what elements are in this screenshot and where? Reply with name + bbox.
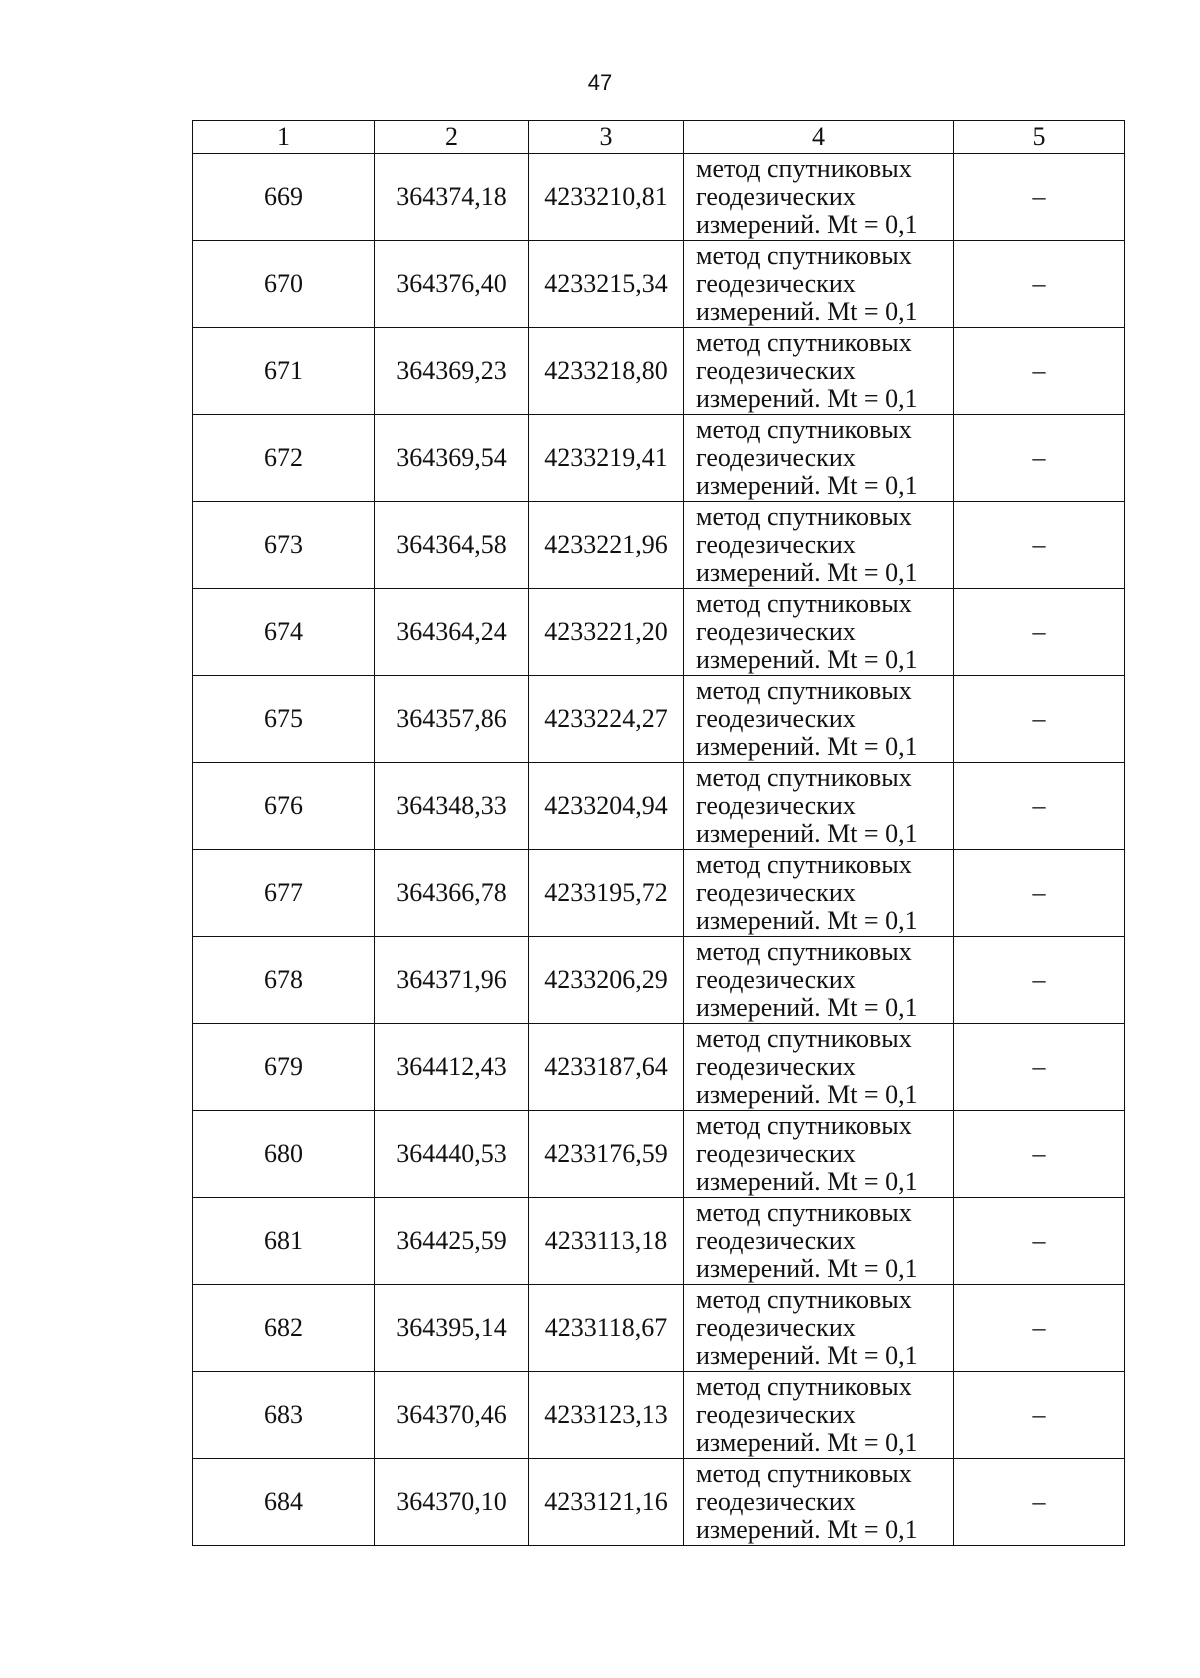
method-text-line: метод спутниковых: [696, 328, 912, 357]
method-text-line: геодезических: [696, 1226, 856, 1255]
method-text-line: измерений. Mt = 0,1: [696, 1254, 918, 1283]
table-row: [193, 763, 1125, 850]
table-row: [193, 1111, 1125, 1198]
point-number-cell: 673: [193, 502, 375, 589]
point-number-cell: 674: [193, 589, 375, 676]
y-coordinate-cell: 4233121,16: [529, 1459, 684, 1546]
method-text-line: измерений. Mt = 0,1: [696, 384, 918, 413]
method-text-line: геодезических: [696, 182, 856, 211]
note-cell: –: [954, 676, 1125, 763]
x-coordinate-cell: 364357,86: [375, 676, 529, 763]
method-text-line: геодезических: [696, 1400, 856, 1429]
point-number-cell: 675: [193, 676, 375, 763]
note-cell: –: [954, 763, 1125, 850]
y-coordinate-cell: 4233206,29: [529, 937, 684, 1024]
y-coordinate-cell: 4233113,18: [529, 1198, 684, 1285]
y-coordinate-cell: 4233210,81: [529, 154, 684, 241]
x-coordinate-cell: 364369,23: [375, 328, 529, 415]
method-cell: [684, 502, 954, 589]
point-number-cell: 669: [193, 154, 375, 241]
y-coordinate-cell: 4233176,59: [529, 1111, 684, 1198]
method-cell: [684, 589, 954, 676]
point-number-cell: 677: [193, 850, 375, 937]
method-cell: [684, 1024, 954, 1111]
method-text-line: измерений. Mt = 0,1: [696, 1341, 918, 1370]
method-text-line: геодезических: [696, 356, 856, 385]
header-col-3: 3: [529, 121, 684, 154]
table-row: [193, 502, 1125, 589]
method-text-line: геодезических: [696, 704, 856, 733]
table-row: [193, 154, 1125, 241]
point-number-cell: 671: [193, 328, 375, 415]
x-coordinate-cell: 364364,24: [375, 589, 529, 676]
method-text-line: измерений. Mt = 0,1: [696, 297, 918, 326]
method-text-line: измерений. Mt = 0,1: [696, 993, 918, 1022]
method-text-line: измерений. Mt = 0,1: [696, 732, 918, 761]
method-cell: [684, 328, 954, 415]
note-cell: –: [954, 937, 1125, 1024]
method-text-line: геодезических: [696, 791, 856, 820]
method-text-line: геодезических: [696, 1052, 856, 1081]
point-number-cell: 682: [193, 1285, 375, 1372]
method-text-line: метод спутниковых: [696, 241, 912, 270]
header-col-4: 4: [684, 121, 954, 154]
y-coordinate-cell: 4233118,67: [529, 1285, 684, 1372]
table-row: [193, 589, 1125, 676]
method-text-line: метод спутниковых: [696, 154, 912, 183]
point-number-cell: 684: [193, 1459, 375, 1546]
point-number-cell: 672: [193, 415, 375, 502]
method-text-line: измерений. Mt = 0,1: [696, 558, 918, 587]
y-coordinate-cell: 4233187,64: [529, 1024, 684, 1111]
header-col-5: 5: [954, 121, 1125, 154]
method-text-line: геодезических: [696, 1487, 856, 1516]
method-text-line: измерений. Mt = 0,1: [696, 471, 918, 500]
note-cell: –: [954, 415, 1125, 502]
x-coordinate-cell: 364371,96: [375, 937, 529, 1024]
note-cell: –: [954, 502, 1125, 589]
point-number-cell: 670: [193, 241, 375, 328]
x-coordinate-cell: 364370,10: [375, 1459, 529, 1546]
table-row: [193, 1285, 1125, 1372]
method-cell: [684, 1111, 954, 1198]
method-cell: [684, 1459, 954, 1546]
method-cell: [684, 763, 954, 850]
note-cell: –: [954, 850, 1125, 937]
method-text-line: метод спутниковых: [696, 850, 912, 879]
x-coordinate-cell: 364395,14: [375, 1285, 529, 1372]
x-coordinate-cell: 364369,54: [375, 415, 529, 502]
method-text-line: геодезических: [696, 269, 856, 298]
method-cell: [684, 1285, 954, 1372]
method-cell: [684, 154, 954, 241]
method-text-line: геодезических: [696, 965, 856, 994]
method-text-line: метод спутниковых: [696, 502, 912, 531]
table-row: [193, 1459, 1125, 1546]
method-cell: [684, 415, 954, 502]
method-text-line: метод спутниковых: [696, 415, 912, 444]
y-coordinate-cell: 4233215,34: [529, 241, 684, 328]
method-text-line: геодезических: [696, 617, 856, 646]
method-text-line: метод спутниковых: [696, 676, 912, 705]
x-coordinate-cell: 364348,33: [375, 763, 529, 850]
table-row: [193, 676, 1125, 763]
method-text-line: геодезических: [696, 443, 856, 472]
note-cell: –: [954, 1111, 1125, 1198]
method-text-line: измерений. Mt = 0,1: [696, 1080, 918, 1109]
note-cell: –: [954, 328, 1125, 415]
y-coordinate-cell: 4233221,20: [529, 589, 684, 676]
table-row: [193, 937, 1125, 1024]
method-text-line: измерений. Mt = 0,1: [696, 1167, 918, 1196]
table-body: [193, 154, 1125, 1546]
table-header: [193, 121, 1125, 154]
method-text-line: геодезических: [696, 878, 856, 907]
x-coordinate-cell: 364370,46: [375, 1372, 529, 1459]
x-coordinate-cell: 364412,43: [375, 1024, 529, 1111]
point-number-cell: 679: [193, 1024, 375, 1111]
method-text-line: геодезических: [696, 1313, 856, 1342]
page-number: 47: [587, 70, 613, 95]
note-cell: –: [954, 154, 1125, 241]
y-coordinate-cell: 4233221,96: [529, 502, 684, 589]
coordinates-table: [192, 120, 1125, 1546]
table-row: [193, 241, 1125, 328]
method-cell: [684, 850, 954, 937]
table-row: [193, 1024, 1125, 1111]
x-coordinate-cell: 364374,18: [375, 154, 529, 241]
note-cell: –: [954, 1024, 1125, 1111]
y-coordinate-cell: 4233123,13: [529, 1372, 684, 1459]
header-col-2: 2: [375, 121, 529, 154]
method-cell: [684, 1198, 954, 1285]
method-text-line: метод спутниковых: [696, 763, 912, 792]
method-cell: [684, 676, 954, 763]
point-number-cell: 678: [193, 937, 375, 1024]
y-coordinate-cell: 4233219,41: [529, 415, 684, 502]
y-coordinate-cell: 4233224,27: [529, 676, 684, 763]
method-text-line: метод спутниковых: [696, 589, 912, 618]
note-cell: –: [954, 1198, 1125, 1285]
method-text-line: геодезических: [696, 530, 856, 559]
x-coordinate-cell: 364364,58: [375, 502, 529, 589]
y-coordinate-cell: 4233195,72: [529, 850, 684, 937]
table-row: [193, 415, 1125, 502]
method-text-line: измерений. Mt = 0,1: [696, 1428, 918, 1457]
table-row: [193, 1198, 1125, 1285]
header-row: [193, 121, 1125, 154]
x-coordinate-cell: 364376,40: [375, 241, 529, 328]
table-row: [193, 328, 1125, 415]
note-cell: –: [954, 1459, 1125, 1546]
method-text-line: геодезических: [696, 1139, 856, 1168]
x-coordinate-cell: 364366,78: [375, 850, 529, 937]
note-cell: –: [954, 1372, 1125, 1459]
method-text-line: метод спутниковых: [696, 937, 912, 966]
method-cell: [684, 241, 954, 328]
method-text-line: измерений. Mt = 0,1: [696, 210, 918, 239]
y-coordinate-cell: 4233218,80: [529, 328, 684, 415]
method-text-line: измерений. Mt = 0,1: [696, 819, 918, 848]
method-text-line: метод спутниковых: [696, 1111, 912, 1140]
y-coordinate-cell: 4233204,94: [529, 763, 684, 850]
x-coordinate-cell: 364440,53: [375, 1111, 529, 1198]
method-text-line: измерений. Mt = 0,1: [696, 1515, 918, 1544]
point-number-cell: 681: [193, 1198, 375, 1285]
method-cell: [684, 937, 954, 1024]
header-col-1: 1: [193, 121, 375, 154]
table-row: [193, 850, 1125, 937]
table-row: [193, 1372, 1125, 1459]
method-text-line: измерений. Mt = 0,1: [696, 645, 918, 674]
note-cell: –: [954, 589, 1125, 676]
method-text-line: измерений. Mt = 0,1: [696, 906, 918, 935]
note-cell: –: [954, 1285, 1125, 1372]
method-cell: [684, 1372, 954, 1459]
point-number-cell: 680: [193, 1111, 375, 1198]
x-coordinate-cell: 364425,59: [375, 1198, 529, 1285]
point-number-cell: 683: [193, 1372, 375, 1459]
method-text-line: метод спутниковых: [696, 1198, 912, 1227]
point-number-cell: 676: [193, 763, 375, 850]
method-text-line: метод спутниковых: [696, 1372, 912, 1401]
method-text-line: метод спутниковых: [696, 1459, 912, 1488]
note-cell: –: [954, 241, 1125, 328]
method-text-line: метод спутниковых: [696, 1285, 912, 1314]
method-text-line: метод спутниковых: [696, 1024, 912, 1053]
